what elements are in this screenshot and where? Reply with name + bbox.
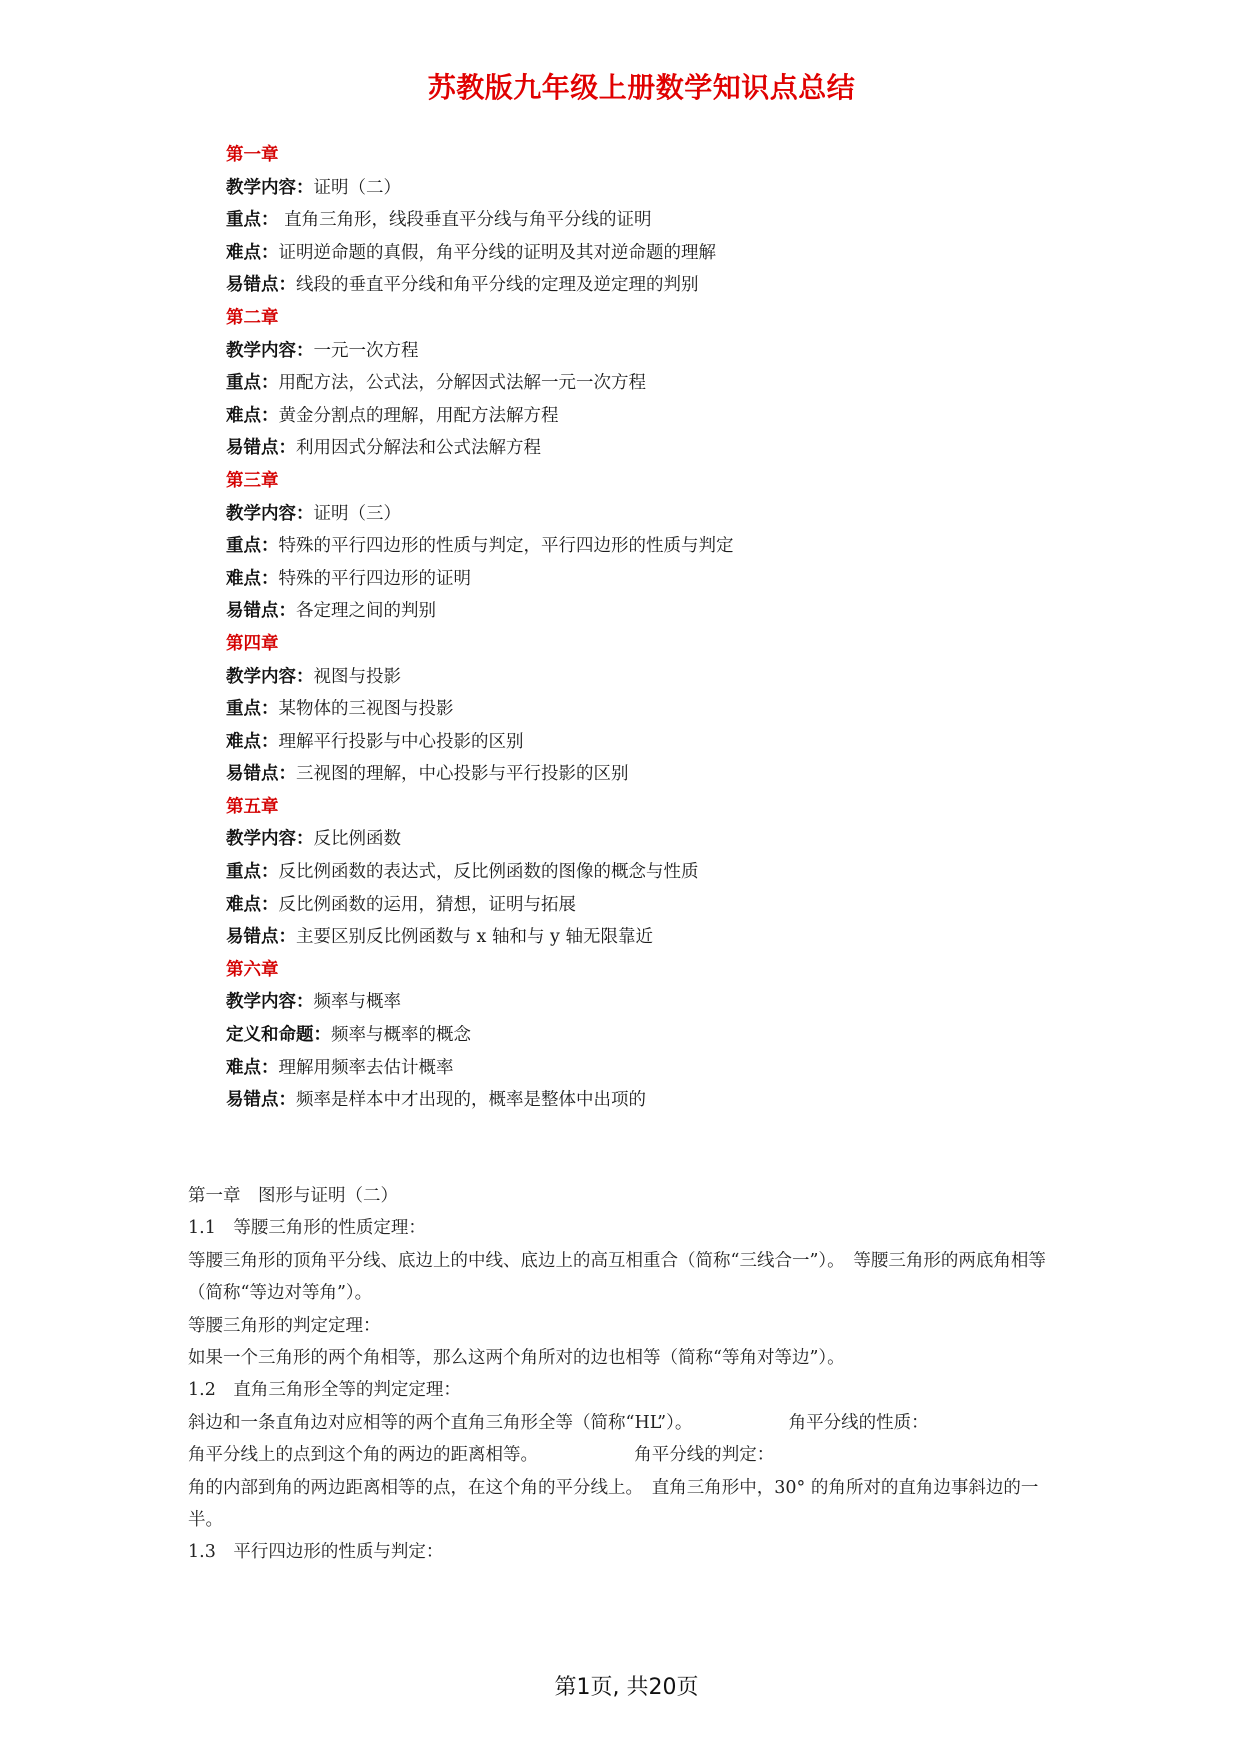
item-text: 理解用频率去估计概率 [278, 1057, 454, 1078]
item-label: 重点： [226, 373, 279, 394]
item-label: 教学内容： [226, 829, 314, 850]
item-text: 反比例函数的运用，猜想，证明与拓展 [278, 894, 576, 915]
item-label: 易错点： [226, 275, 296, 296]
summary-line [226, 726, 1126, 759]
detail-section [188, 1180, 1068, 1569]
subsection-heading: 1.1 等腰三角形的性质定理： [188, 1218, 426, 1239]
summary-line [226, 400, 1126, 433]
paragraph: 等腰三角形的判定定理： [188, 1315, 381, 1336]
paragraph: 如果一个三角形的两个角相等，那么这两个角所对的边也相等（简称“等角对等边”）。 [188, 1348, 845, 1369]
summary-line [226, 498, 1126, 531]
chapter-heading: 第三章 [226, 470, 279, 491]
summary-line [226, 204, 1126, 237]
summary-line [226, 335, 1126, 368]
summary-line [226, 823, 1126, 856]
summary-line [226, 269, 1126, 302]
item-text: 线段的垂直平分线和角平分线的定理及逆定理的判别 [296, 275, 699, 296]
item-text: 三视图的理解，中心投影与平行投影的区别 [296, 764, 629, 785]
item-label: 重点： [226, 536, 279, 557]
chapter-block [226, 954, 1126, 1117]
item-label: 易错点： [226, 927, 296, 948]
item-text: 反比例函数的表达式，反比例函数的图像的概念与性质 [278, 862, 699, 883]
item-text: 证明逆命题的真假，角平分线的证明及其对逆命题的理解 [278, 242, 716, 263]
summary-line [226, 889, 1126, 922]
item-text: 反比例函数 [313, 829, 401, 850]
item-label: 定义和命题： [226, 1025, 331, 1046]
item-text: 频率与概率 [313, 992, 401, 1013]
item-label: 易错点： [226, 764, 296, 785]
item-label: 教学内容： [226, 340, 314, 361]
item-text: 一元一次方程 [313, 340, 419, 361]
item-label: 教学内容： [226, 503, 314, 524]
summary-line [226, 237, 1126, 270]
item-label: 易错点： [226, 438, 296, 459]
item-text: 频率与概率的概念 [331, 1025, 471, 1046]
item-text: 频率是样本中才出现的，概率是整体中出项的 [296, 1090, 646, 1111]
chapter-heading: 第一章 [226, 145, 279, 165]
summary-line [226, 986, 1126, 1019]
page-number: 第1页, 共20页 [554, 1675, 699, 1700]
item-label: 难点： [226, 894, 279, 915]
section-heading: 第一章 图形与证明（二） [188, 1186, 398, 1206]
item-label: 重点： [226, 862, 279, 883]
chapter-block [226, 791, 1126, 954]
summary-line [226, 758, 1126, 791]
chapter-block [226, 302, 1126, 465]
item-label: 难点： [226, 242, 279, 263]
document-title: 苏教版九年级上册数学知识点总结 [427, 71, 856, 104]
item-label: 教学内容： [226, 666, 314, 687]
summary-line [226, 595, 1126, 628]
item-label: 教学内容： [226, 177, 314, 198]
item-text: 黄金分割点的理解，用配方法解方程 [278, 405, 559, 426]
item-text: 证明（三） [313, 503, 401, 524]
item-text: 特殊的平行四边形的性质与判定，平行四边形的性质与判定 [278, 536, 734, 557]
item-label: 易错点： [226, 601, 296, 622]
summary-line [226, 563, 1126, 596]
chapter-block [226, 465, 1126, 628]
paragraph: 斜边和一条直角边对应相等的两个直角三角形全等（简称“HL”）。 角平分线的性质： [188, 1412, 929, 1433]
chapter-block [226, 139, 1126, 302]
summary-line [226, 367, 1126, 400]
item-label: 难点： [226, 568, 279, 589]
item-text: 视图与投影 [313, 666, 401, 687]
item-label: 重点： [226, 699, 279, 720]
item-text: 各定理之间的判别 [296, 601, 436, 622]
item-text: 特殊的平行四边形的证明 [278, 568, 471, 589]
item-text: 用配方法，公式法，分解因式法解一元一次方程 [278, 373, 646, 394]
item-label: 难点： [226, 405, 279, 426]
item-label: 教学内容： [226, 992, 314, 1013]
chapter-summary [226, 139, 1126, 1117]
item-text: 证明（二） [313, 177, 401, 198]
summary-line [226, 661, 1126, 694]
subsection-heading: 1.2 直角三角形全等的判定定理： [188, 1380, 461, 1401]
item-text: 利用因式分解法和公式法解方程 [296, 438, 541, 459]
item-text: 主要区别反比例函数与 x 轴和与 y 轴无限靠近 [296, 927, 654, 948]
chapter-heading: 第五章 [226, 796, 279, 817]
chapter-heading: 第四章 [226, 633, 279, 654]
summary-line [226, 432, 1126, 465]
item-label: 重点： [226, 210, 279, 231]
subsection-heading: 1.3 平行四边形的性质与判定： [188, 1542, 444, 1563]
item-label: 难点： [226, 1057, 279, 1078]
item-text: 直角三角形，线段垂直平分线与角平分线的证明 [278, 210, 652, 231]
summary-line [226, 1084, 1126, 1117]
summary-line [226, 1052, 1126, 1085]
summary-line [226, 921, 1126, 954]
item-text: 理解平行投影与中心投影的区别 [278, 731, 524, 752]
summary-line [226, 693, 1126, 726]
summary-line [226, 530, 1126, 563]
summary-line [226, 172, 1126, 205]
item-label: 易错点： [226, 1090, 296, 1111]
item-text: 某物体的三视图与投影 [278, 699, 454, 720]
chapter-heading: 第二章 [226, 307, 279, 328]
summary-line [226, 1019, 1126, 1052]
summary-line [226, 856, 1126, 889]
chapter-block [226, 628, 1126, 791]
chapter-heading: 第六章 [226, 959, 279, 980]
paragraph: 等腰三角形的顶角平分线、底边上的中线、底边上的高互相重合（简称“三线合一”）。 等腰三角形的两底角相等（简称“等边对等角”）。 [188, 1250, 1046, 1304]
paragraph: 角平分线上的点到这个角的两边的距离相等。 角平分线的判定： [188, 1445, 775, 1466]
paragraph: 角的内部到角的两边距离相等的点，在这个角的平分线上。 直角三角形中，30° 的角所对的直角边事斜边的一半。 [188, 1477, 1039, 1531]
item-label: 难点： [226, 731, 279, 752]
